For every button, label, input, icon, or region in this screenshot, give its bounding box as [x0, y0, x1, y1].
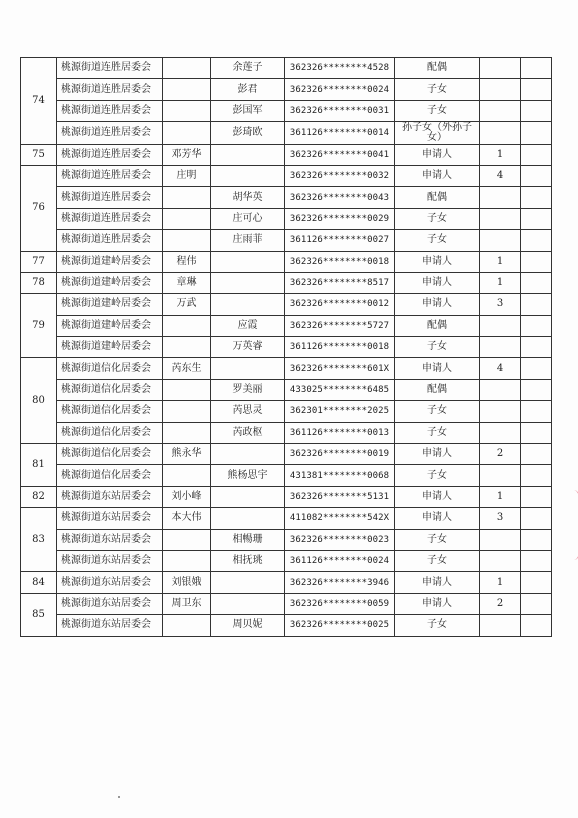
applicant-name-cell [163, 100, 211, 121]
id-number-cell: 362326********0029 [285, 208, 395, 229]
household-count-cell [480, 79, 521, 100]
serial-number-cell: 82 [21, 486, 57, 507]
extra-cell [521, 615, 552, 636]
serial-number-cell: 84 [21, 572, 57, 593]
extra-cell [521, 144, 552, 165]
table-row [21, 358, 552, 379]
extra-cell [521, 58, 552, 79]
applicant-name-cell [163, 208, 211, 229]
id-number-cell: 362326********0025 [285, 615, 395, 636]
applicant-name-cell [163, 230, 211, 251]
member-name-cell [211, 294, 285, 315]
id-number-cell: 362326********0019 [285, 444, 395, 465]
relation-cell: 子女 [395, 550, 480, 571]
member-name-cell [211, 272, 285, 293]
relation-cell: 申请人 [395, 593, 480, 614]
applicant-name-cell [163, 615, 211, 636]
extra-cell [521, 529, 552, 550]
id-number-cell: 361126********0024 [285, 550, 395, 571]
id-number-cell: 362326********0018 [285, 251, 395, 272]
community-cell: 桃源街道东站居委会 [57, 508, 163, 529]
household-count-cell [480, 465, 521, 486]
community-cell: 桃源街道连胜居委会 [57, 187, 163, 208]
applicant-name-cell [163, 337, 211, 358]
table-row [21, 444, 552, 465]
extra-cell [521, 593, 552, 614]
id-number-cell: 411082********542X [285, 508, 395, 529]
relation-cell: 申请人 [395, 165, 480, 186]
id-number-cell: 362326********4528 [285, 58, 395, 79]
table-row [21, 529, 552, 550]
household-count-cell [480, 401, 521, 422]
household-count-cell [480, 615, 521, 636]
applicant-name-cell [163, 379, 211, 400]
community-cell: 桃源街道建岭居委会 [57, 294, 163, 315]
household-count-cell [480, 337, 521, 358]
relation-cell: 申请人 [395, 251, 480, 272]
id-number-cell: 362326********0041 [285, 144, 395, 165]
community-cell: 桃源街道连胜居委会 [57, 144, 163, 165]
table-row [21, 422, 552, 443]
serial-number-cell: 80 [21, 358, 57, 444]
household-count-cell: 1 [480, 251, 521, 272]
community-cell: 桃源街道连胜居委会 [57, 208, 163, 229]
applicant-name-cell: 程伟 [163, 251, 211, 272]
extra-cell [521, 401, 552, 422]
member-name-cell: 相抚珧 [211, 550, 285, 571]
relation-cell: 子女 [395, 529, 480, 550]
member-name-cell: 彭国军 [211, 100, 285, 121]
household-roster-table [20, 57, 552, 637]
id-number-cell: 362301********2025 [285, 401, 395, 422]
serial-number-cell: 75 [21, 144, 57, 165]
table-row [21, 208, 552, 229]
relation-cell: 子女 [395, 230, 480, 251]
extra-cell [521, 100, 552, 121]
extra-cell [521, 422, 552, 443]
extra-cell [521, 572, 552, 593]
table-row [21, 486, 552, 507]
household-count-cell: 4 [480, 165, 521, 186]
table-row [21, 550, 552, 571]
member-name-cell: 彭琦欧 [211, 122, 285, 144]
member-name-cell: 相暢珊 [211, 529, 285, 550]
relation-cell: 子女 [395, 79, 480, 100]
extra-cell [521, 444, 552, 465]
community-cell: 桃源街道连胜居委会 [57, 165, 163, 186]
applicant-name-cell [163, 187, 211, 208]
serial-number-cell: 83 [21, 508, 57, 572]
id-number-cell: 362326********0032 [285, 165, 395, 186]
table-row [21, 294, 552, 315]
id-number-cell: 362326********3946 [285, 572, 395, 593]
community-cell: 桃源街道建岭居委会 [57, 251, 163, 272]
member-name-cell: 彭君 [211, 79, 285, 100]
relation-cell: 申请人 [395, 444, 480, 465]
member-name-cell [211, 358, 285, 379]
relation-cell: 申请人 [395, 358, 480, 379]
relation-cell: 申请人 [395, 144, 480, 165]
serial-number-cell: 77 [21, 251, 57, 272]
community-cell: 桃源街道信化居委会 [57, 444, 163, 465]
member-name-cell [211, 486, 285, 507]
extra-cell [521, 187, 552, 208]
relation-cell: 子女 [395, 465, 480, 486]
applicant-name-cell [163, 550, 211, 571]
extra-cell [521, 208, 552, 229]
member-name-cell [211, 572, 285, 593]
extra-cell [521, 550, 552, 571]
community-cell: 桃源街道信化居委会 [57, 379, 163, 400]
applicant-name-cell: 庄明 [163, 165, 211, 186]
applicant-name-cell [163, 401, 211, 422]
table-row [21, 251, 552, 272]
extra-cell [521, 165, 552, 186]
relation-cell: 子女 [395, 615, 480, 636]
id-number-cell: 361126********0018 [285, 337, 395, 358]
id-number-cell: 361126********0014 [285, 122, 395, 144]
roster-body [21, 58, 552, 637]
serial-number-cell: 78 [21, 272, 57, 293]
household-count-cell [480, 122, 521, 144]
red-seal-edge [563, 490, 578, 560]
relation-cell: 配偶 [395, 315, 480, 336]
table-row [21, 337, 552, 358]
relation-cell: 申请人 [395, 294, 480, 315]
table-row [21, 165, 552, 186]
id-number-cell: 362326********8517 [285, 272, 395, 293]
applicant-name-cell [163, 465, 211, 486]
member-name-cell: 熊杨思宇 [211, 465, 285, 486]
id-number-cell: 362326********0023 [285, 529, 395, 550]
applicant-name-cell: 章琳 [163, 272, 211, 293]
relation-cell: 申请人 [395, 508, 480, 529]
relation-cell: 子女 [395, 337, 480, 358]
member-name-cell: 余莲子 [211, 58, 285, 79]
member-name-cell: 庄可心 [211, 208, 285, 229]
household-count-cell: 2 [480, 593, 521, 614]
household-count-cell: 1 [480, 272, 521, 293]
relation-cell: 配偶 [395, 58, 480, 79]
member-name-cell: 万英睿 [211, 337, 285, 358]
community-cell: 桃源街道信化居委会 [57, 401, 163, 422]
extra-cell [521, 379, 552, 400]
table-row [21, 79, 552, 100]
serial-number-cell: 74 [21, 58, 57, 145]
id-number-cell: 362326********601X [285, 358, 395, 379]
id-number-cell: 362326********5727 [285, 315, 395, 336]
relation-cell: 子女 [395, 401, 480, 422]
table-row [21, 401, 552, 422]
community-cell: 桃源街道信化居委会 [57, 422, 163, 443]
member-name-cell [211, 593, 285, 614]
serial-number-cell: 85 [21, 593, 57, 636]
household-count-cell: 3 [480, 508, 521, 529]
applicant-name-cell [163, 58, 211, 79]
member-name-cell: 庄雨菲 [211, 230, 285, 251]
relation-cell: 申请人 [395, 572, 480, 593]
relation-cell: 子女 [395, 208, 480, 229]
community-cell: 桃源街道连胜居委会 [57, 122, 163, 144]
relation-cell: 配偶 [395, 379, 480, 400]
community-cell: 桃源街道东站居委会 [57, 529, 163, 550]
household-count-cell [480, 100, 521, 121]
member-name-cell [211, 508, 285, 529]
community-cell: 桃源街道东站居委会 [57, 615, 163, 636]
table-row [21, 615, 552, 636]
table-row [21, 58, 552, 79]
relation-cell: 申请人 [395, 486, 480, 507]
table-row [21, 122, 552, 144]
extra-cell [521, 251, 552, 272]
id-number-cell: 433025********6485 [285, 379, 395, 400]
applicant-name-cell: 万武 [163, 294, 211, 315]
community-cell: 桃源街道东站居委会 [57, 593, 163, 614]
table-row [21, 508, 552, 529]
member-name-cell [211, 251, 285, 272]
community-cell: 桃源街道连胜居委会 [57, 100, 163, 121]
id-number-cell: 362326********0012 [285, 294, 395, 315]
household-count-cell [480, 379, 521, 400]
table-row [21, 272, 552, 293]
relation-cell: 配偶 [395, 187, 480, 208]
extra-cell [521, 272, 552, 293]
member-name-cell: 罗美丽 [211, 379, 285, 400]
member-name-cell: 应霞 [211, 315, 285, 336]
household-count-cell [480, 550, 521, 571]
id-number-cell: 362326********0043 [285, 187, 395, 208]
member-name-cell [211, 144, 285, 165]
household-count-cell: 3 [480, 294, 521, 315]
applicant-name-cell: 本大伟 [163, 508, 211, 529]
applicant-name-cell: 熊永华 [163, 444, 211, 465]
serial-number-cell: 76 [21, 165, 57, 251]
community-cell: 桃源街道连胜居委会 [57, 79, 163, 100]
community-cell: 桃源街道信化居委会 [57, 465, 163, 486]
community-cell: 桃源街道连胜居委会 [57, 58, 163, 79]
page-speck [118, 796, 120, 798]
community-cell: 桃源街道东站居委会 [57, 486, 163, 507]
applicant-name-cell [163, 122, 211, 144]
id-number-cell: 361126********0013 [285, 422, 395, 443]
extra-cell [521, 230, 552, 251]
community-cell: 桃源街道信化居委会 [57, 358, 163, 379]
household-count-cell: 1 [480, 144, 521, 165]
member-name-cell [211, 165, 285, 186]
extra-cell [521, 122, 552, 144]
member-name-cell: 胡华英 [211, 187, 285, 208]
extra-cell [521, 294, 552, 315]
extra-cell [521, 337, 552, 358]
household-count-cell [480, 422, 521, 443]
extra-cell [521, 79, 552, 100]
applicant-name-cell: 芮东生 [163, 358, 211, 379]
household-count-cell: 1 [480, 486, 521, 507]
table-row [21, 230, 552, 251]
extra-cell [521, 486, 552, 507]
household-count-cell [480, 58, 521, 79]
member-name-cell: 芮思灵 [211, 401, 285, 422]
applicant-name-cell: 刘银娥 [163, 572, 211, 593]
id-number-cell: 362326********5131 [285, 486, 395, 507]
id-number-cell: 362326********0031 [285, 100, 395, 121]
community-cell: 桃源街道连胜居委会 [57, 230, 163, 251]
member-name-cell: 周贝妮 [211, 615, 285, 636]
applicant-name-cell: 刘小峰 [163, 486, 211, 507]
member-name-cell [211, 444, 285, 465]
table-row [21, 187, 552, 208]
household-count-cell: 2 [480, 444, 521, 465]
applicant-name-cell: 邓芳华 [163, 144, 211, 165]
id-number-cell: 362326********0059 [285, 593, 395, 614]
table-row [21, 315, 552, 336]
table-row [21, 379, 552, 400]
table-row [21, 144, 552, 165]
id-number-cell: 362326********0024 [285, 79, 395, 100]
extra-cell [521, 315, 552, 336]
community-cell: 桃源街道东站居委会 [57, 572, 163, 593]
applicant-name-cell [163, 529, 211, 550]
table-row [21, 100, 552, 121]
extra-cell [521, 465, 552, 486]
relation-cell: 子女 [395, 422, 480, 443]
relation-cell: 孙子女（外孙子女） [395, 122, 480, 144]
member-name-cell: 芮政枢 [211, 422, 285, 443]
id-number-cell: 361126********0027 [285, 230, 395, 251]
applicant-name-cell [163, 315, 211, 336]
community-cell: 桃源街道东站居委会 [57, 550, 163, 571]
id-number-cell: 431381********0068 [285, 465, 395, 486]
table-row [21, 572, 552, 593]
serial-number-cell: 81 [21, 444, 57, 487]
household-count-cell [480, 529, 521, 550]
community-cell: 桃源街道建岭居委会 [57, 315, 163, 336]
household-count-cell [480, 187, 521, 208]
community-cell: 桃源街道建岭居委会 [57, 337, 163, 358]
table-row [21, 593, 552, 614]
household-count-cell [480, 315, 521, 336]
relation-cell: 子女 [395, 100, 480, 121]
relation-cell: 申请人 [395, 272, 480, 293]
household-count-cell: 1 [480, 572, 521, 593]
extra-cell [521, 508, 552, 529]
community-cell: 桃源街道建岭居委会 [57, 272, 163, 293]
applicant-name-cell [163, 422, 211, 443]
household-count-cell [480, 230, 521, 251]
applicant-name-cell: 周卫东 [163, 593, 211, 614]
table-row [21, 465, 552, 486]
applicant-name-cell [163, 79, 211, 100]
serial-number-cell: 79 [21, 294, 57, 358]
extra-cell [521, 358, 552, 379]
household-count-cell: 4 [480, 358, 521, 379]
household-count-cell [480, 208, 521, 229]
